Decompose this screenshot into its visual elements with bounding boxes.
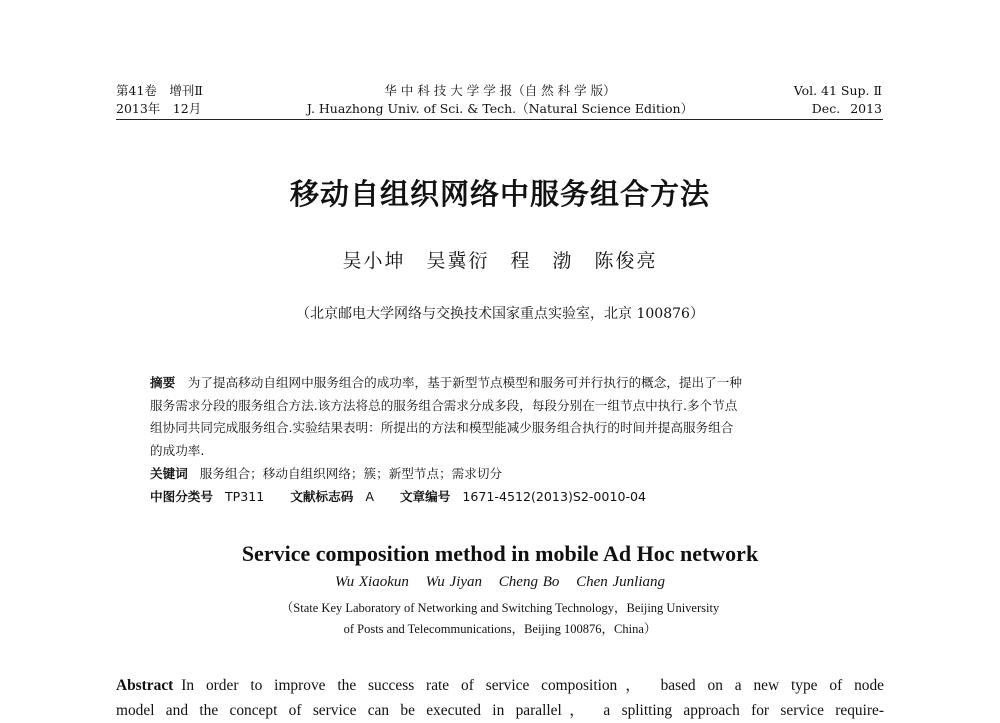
affiliation-cn: （北京邮电大学网络与交换技术国家重点实验室，北京 100876） [296,306,704,322]
abstract-cn-line: 服务需求分段的服务组合方法.该方法将总的服务组合需求分成多段，每段分别在一组节点中执行.多个节点 [150,397,738,413]
abstract-cn-label: 摘要 [150,375,176,390]
abstract-cn-line [150,372,850,395]
abstract-cn-line: 的成功率. [150,442,205,458]
abstract-cn-text: 为了提高移动自组网中服务组合的成功率，基于新型节点模型和服务可并行执行的概念，提出了一种 [187,375,742,390]
abstract-en-label: Abstract [116,677,174,694]
volume-issue: 第41卷 增刊Ⅱ [116,83,203,98]
authors-cn: 吴小坤 吴冀衍 程 渤 陈俊亮 [342,250,658,272]
doccode-value: A [365,489,374,504]
article-number-value: 1671-4512(2013)S2-0010-04 [462,489,647,504]
volume-issue-en: Vol. 41 Sup. Ⅱ [793,83,882,98]
date-en [794,100,882,118]
author-en: Wu Xiaokun [334,574,409,590]
affiliation-en-line: of Posts and Telecommunications，Beijing 100876，China） [343,622,657,636]
affiliation-en [0,598,1000,640]
abstract-en-line: model and the concept of service can be executed in parallel， a splitting approach for service require- [116,702,884,719]
keywords-value: 服务组合；移动自组织网络；簇；新型节点；需求切分 [199,466,503,481]
doccode-label: 文献标志码 [290,489,354,504]
keywords-cn [150,464,870,484]
article-number-label: 文章编号 [399,489,451,504]
paper-title-en: Service composition method in mobile Ad Hoc network [241,541,759,566]
author-en: Wu Jiyan [425,574,483,590]
journal-volume-info-en [794,82,882,118]
header-rule [116,119,883,120]
abstract-en-text: In order to improve the success rate of service composition， based on a new type of node [181,677,884,694]
classification-line [150,487,870,507]
abstract-cn-line: 组协同共同完成服务组合.实验结果表明：所提出的方法和模型能减少服务组合执行的时间并提高服务组合 [150,420,734,435]
authors-en [0,574,1000,591]
abstract-cn [150,372,850,462]
journal-name-cn: 华 中 科 技 大 学 学 报（自 然 科 学 版） [384,83,616,98]
abstract-en-line [116,673,884,698]
abstract-en [116,673,884,723]
author-en: Cheng Bo [498,574,560,590]
keywords-label: 关键词 [150,466,188,481]
paper-title-cn: 移动自组织网络中服务组合方法 [289,177,710,211]
affiliation-en-line: （State Key Laboratory of Networking and Switching Technology，Beijing University [280,601,720,615]
journal-name-en: J. Huazhong Univ. of Sci. & Tech.（Natural Science Edition） [306,101,694,116]
author-en: Chen Junliang [576,574,666,590]
class-label: 中图分类号 [150,489,213,504]
year-en: 2013 [850,101,882,116]
class-value: TP311 [224,489,265,504]
year-month: 2013年 12月 [116,101,202,116]
month-en: Dec. [811,101,841,116]
